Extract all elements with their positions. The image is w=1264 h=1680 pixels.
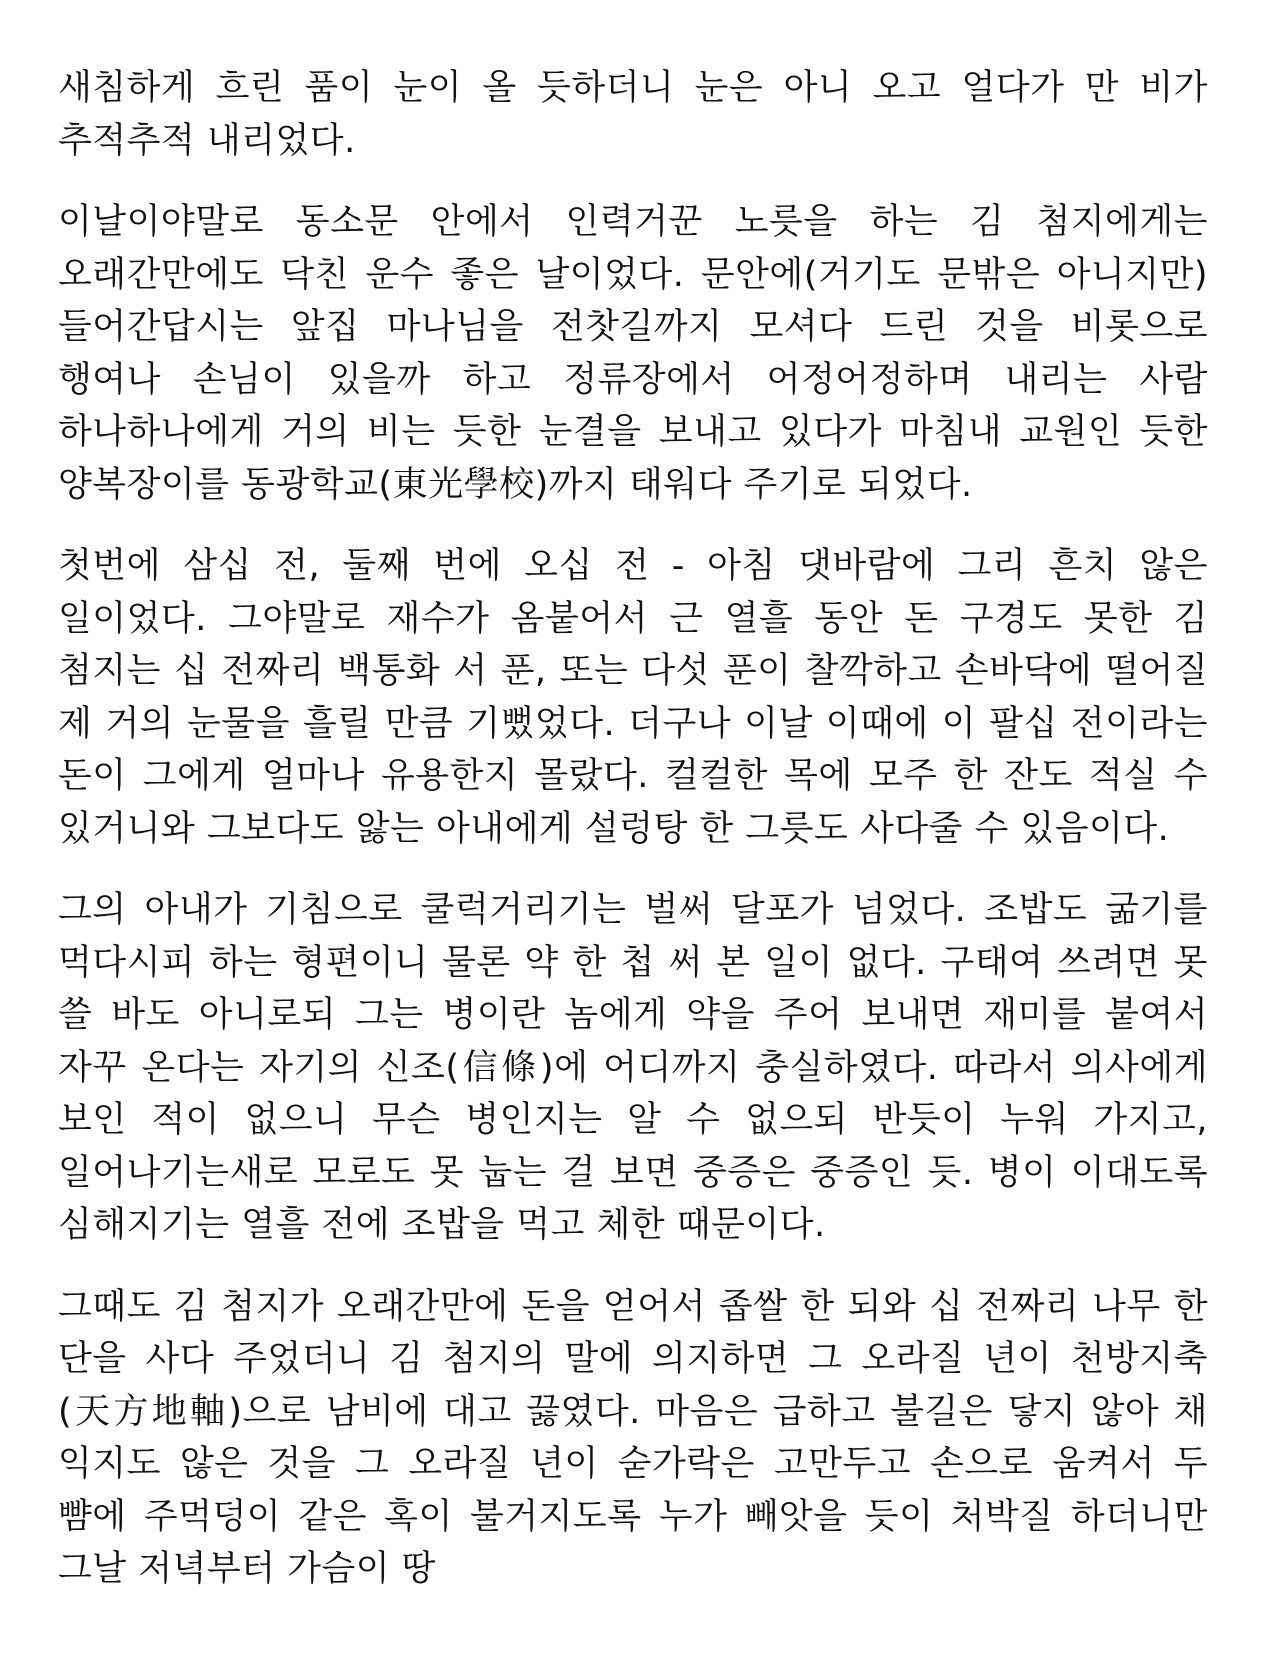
- paragraph-3: 첫번에 삼십 전, 둘째 번에 오십 전 - 아침 댓바람에 그리 흔치 않은 일이었다. 그야말로 재수가 옴붙어서 근 열흘 동안 돈 구경도 못한 김 첨지는 십 전짜리 백통화 서 푼, 또는 다섯 푼이 찰깍하고 손바닥에 떨어질 제 거의 눈물을 흘릴 만큼 기뻤었다. 더구나 이날 이때에 이 팔십 전이라는 돈이 그에게 얼마나 유용한지 몰랐다. 컬컬한 목에 모주 한 잔도 적실 수 있거니와 그보다도 앓는 아내에게 설렁탕 한 그릇도 사다줄 수 있음이다.: [58, 546, 1208, 849]
- paragraph-1: 새침하게 흐린 품이 눈이 올 듯하더니 눈은 아니 오고 얼다가 만 비가 추적추적 내리었다.: [58, 68, 1208, 161]
- paragraph-2: 이날이야말로 동소문 안에서 인력거꾼 노릇을 하는 김 첨지에게는 오래간만에도 닥친 운수 좋은 날이었다. 문안에(거기도 문밖은 아니지만) 들어간답시는 앞집 마나님을 전찻길까지 모셔다 드린 것을 비롯으로 행여나 손님이 있을까 하고 정류장에서 어정어정하며 내리는 사람 하나하나에게 거의 비는 듯한 눈결을 보내고 있다가 마침내 교원인 듯한 양복장이를 동광학교(東光學校)까지 태워다 주기로 되었다.: [58, 202, 1208, 505]
- paragraph-4: 그의 아내가 기침으로 쿨럭거리기는 벌써 달포가 넘었다. 조밥도 굶기를 먹다시피 하는 형편이니 물론 약 한 첩 써 본 일이 없다. 구태여 쓰려면 못 쓸 바도 아니로되 그는 병이란 놈에게 약을 주어 보내면 재미를 붙여서 자꾸 온다는 자기의 신조(信條)에 어디까지 충실하였다. 따라서 의사에게 보인 적이 없으니 무슨 병인지는 알 수 없으되 반듯이 누워 가지고, 일어나기는새로 모로도 못 눕는 걸 보면 중증은 중증인 듯. 병이 이대도록 심해지기는 열흘 전에 조밥을 먹고 체한 때문이다.: [58, 890, 1208, 1245]
- document-page: [58, 62, 1208, 1596]
- paragraph-5: 그때도 김 첨지가 오래간만에 돈을 얻어서 좁쌀 한 되와 십 전짜리 나무 한 단을 사다 주었더니 김 첨지의 말에 의지하면 그 오라질 년이 천방지축(天方地軸)으로 남비에 대고 끓였다. 마음은 급하고 불길은 닿지 않아 채 익지도 않은 것을 그 오라질 년이 숟가락은 고만두고 손으로 움켜서 두 뺨에 주먹덩이 같은 혹이 불거지도록 누가 빼앗을 듯이 처박질 하더니만 그날 저녁부터 가슴이 땅: [58, 1286, 1208, 1589]
